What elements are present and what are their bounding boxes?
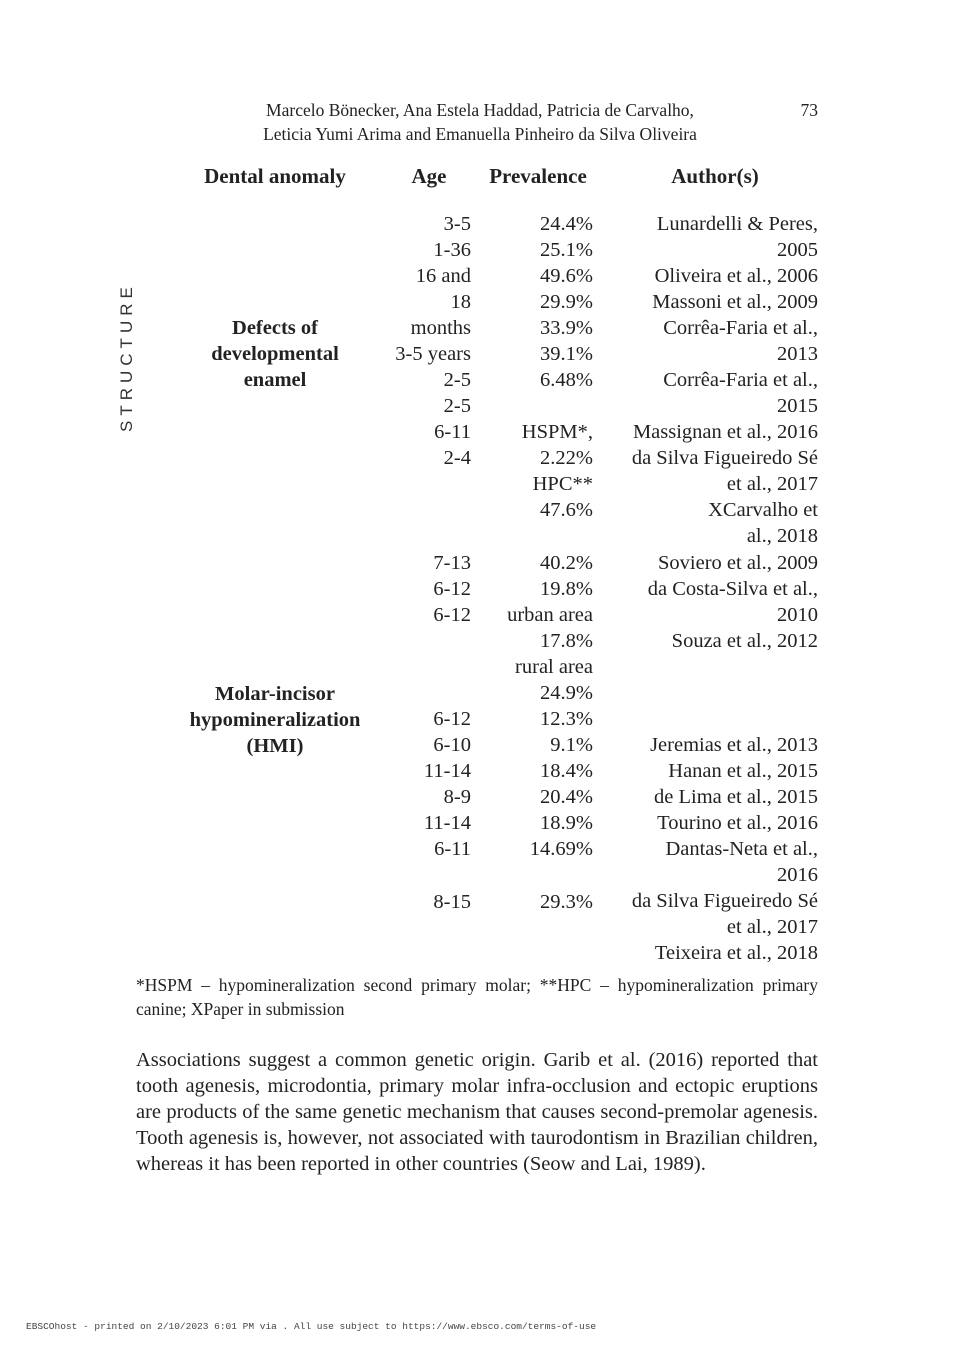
author-cell: da Silva Figueiredo Sé: [631, 447, 818, 469]
anomaly-dde-line: Defects of: [232, 317, 318, 339]
table-footnote: *HSPM – hypomineralization second primary molar; **HPC – hypomineralization primary canine; XPaper in submission: [136, 975, 818, 1019]
header-authors: Author(s): [671, 164, 759, 188]
age-cell: 1-36: [433, 239, 471, 261]
author-cell: al., 2018: [746, 525, 818, 547]
author-cell: Massignan et al., 2016: [632, 421, 818, 443]
dde-age-column: [385, 211, 471, 471]
side-section-label: STRUCTURE: [117, 282, 136, 433]
author-cell: da Costa-Silva et al.,: [647, 578, 818, 600]
prevalence-cell: 29.3%: [540, 891, 593, 913]
author-cell: de Lima et al., 2015: [654, 786, 818, 808]
age-cell: 8-15: [433, 891, 471, 913]
prevalence-cell: 20.4%: [540, 786, 593, 808]
age-cell: 6-12: [433, 708, 471, 730]
author-cell: et al., 2017: [726, 916, 818, 938]
mih-age-column-b: [385, 706, 471, 862]
author-cell: Lunardelli & Peres,: [656, 213, 818, 235]
prevalence-cell: 24.9%: [540, 682, 593, 704]
author-cell: Hanan et al., 2015: [668, 760, 818, 782]
mih-age-column-a: [385, 550, 471, 628]
age-cell: 18: [450, 291, 471, 313]
anomaly-dde-line: developmental: [211, 343, 339, 365]
prevalence-cell: 29.9%: [540, 291, 593, 313]
body-paragraph: Associations suggest a common genetic origin. Garib et al. (2016) reported that tooth agenesis, microdontia, primary molar infra-occlusion and ectopic eruptions are products of the same genetic mechanism that causes second-premolar agenesis. Tooth agenesis is, however, not associated with taurodontism in Brazilian children, whereas it has been reported in other countries (Seow and Lai, 1989).: [136, 1049, 818, 1175]
age-cell: 8-9: [443, 786, 471, 808]
prevalence-cell: 6.48%: [540, 369, 593, 391]
age-cell: 6-11: [434, 421, 471, 443]
author-cell: Corrêa-Faria et al.,: [663, 317, 818, 339]
prevalence-cell: HPC**: [532, 473, 593, 495]
header-dental-anomaly: Dental anomaly: [204, 164, 346, 188]
prevalence-cell: 14.69%: [529, 838, 593, 860]
age-cell: 6-10: [433, 734, 471, 756]
author-cell: 2013: [777, 343, 818, 365]
anomaly-mih-line: hypomineralization: [189, 709, 361, 731]
mih-authors-column-b: [598, 732, 818, 966]
header-age: Age: [411, 164, 447, 188]
author-cell: Jeremias et al., 2013: [650, 734, 818, 756]
mih-prevalence-column-c: [478, 889, 593, 915]
author-cell: Dantas-Neta et al.,: [665, 838, 818, 860]
author-cell: Tourino et al., 2016: [657, 812, 818, 834]
prevalence-cell: 18.9%: [540, 812, 593, 834]
prevalence-cell: 19.8%: [540, 578, 593, 600]
prevalence-cell: rural area: [515, 656, 593, 678]
age-cell: months: [410, 317, 471, 339]
age-cell: 6-12: [433, 604, 471, 626]
dde-prevalence-column: [478, 211, 593, 523]
age-cell: 3-5 years: [395, 343, 471, 365]
anomaly-mih-line: Molar-incisor: [215, 683, 335, 705]
author-cell: 2005: [777, 239, 818, 261]
prevalence-cell: 12.3%: [540, 708, 593, 730]
age-cell: 2-5: [443, 369, 471, 391]
prevalence-cell: 9.1%: [550, 734, 593, 756]
author-cell: 2016: [777, 864, 818, 886]
anomaly-mih-line: (HMI): [246, 735, 304, 757]
prevalence-cell: 2.22%: [540, 447, 593, 469]
age-cell: 3-5: [443, 213, 471, 235]
author-cell: Teixeira et al., 2018: [654, 942, 818, 964]
anomaly-dde-line: enamel: [243, 369, 307, 391]
author-cell: Corrêa-Faria et al.,: [663, 369, 818, 391]
prevalence-cell: 40.2%: [540, 552, 593, 574]
running-head: [215, 98, 745, 146]
age-cell: 11-14: [423, 760, 471, 782]
prevalence-cell: 39.1%: [540, 343, 593, 365]
anomaly-dde: [175, 315, 375, 393]
author-cell: da Silva Figueiredo Sé: [631, 890, 818, 912]
header-prevalence: Prevalence: [489, 164, 587, 188]
prevalence-cell: 24.4%: [540, 213, 593, 235]
author-cell: 2015: [777, 395, 818, 417]
author-cell: et al., 2017: [726, 473, 818, 495]
author-cell: Oliveira et al., 2006: [654, 265, 818, 287]
prevalence-cell: 25.1%: [540, 239, 593, 261]
mih-prevalence-column: [478, 550, 593, 862]
running-head-line-2: Leticia Yumi Arima and Emanuella Pinheiro da Silva Oliveira: [263, 124, 697, 144]
age-cell: 2-5: [443, 395, 471, 417]
author-cell: Souza et al., 2012: [671, 630, 818, 652]
author-cell: Massoni et al., 2009: [652, 291, 818, 313]
table-header-row: [0, 163, 955, 189]
age-cell: 11-14: [423, 812, 471, 834]
author-cell: Soviero et al., 2009: [658, 552, 818, 574]
running-head-line-1: Marcelo Bönecker, Ana Estela Haddad, Patricia de Carvalho,: [266, 100, 694, 120]
age-cell: 16 and: [415, 265, 471, 287]
prevalence-cell: HSPM*,: [521, 421, 593, 443]
prevalence-cell: 17.8%: [540, 630, 593, 652]
prevalence-cell: 18.4%: [540, 760, 593, 782]
page-number: 73: [800, 100, 818, 120]
mih-authors-column-a: [598, 550, 818, 654]
author-cell: 2010: [777, 604, 818, 626]
prevalence-cell: 49.6%: [540, 265, 593, 287]
age-cell: 6-11: [434, 838, 471, 860]
prevalence-cell: 33.9%: [540, 317, 593, 339]
print-footer: EBSCOhost - printed on 2/10/2023 6:01 PM via . All use subject to https://www.ebsco.com/terms-of-use: [26, 1321, 597, 1332]
author-cell: XCarvalho et: [708, 499, 818, 521]
prevalence-cell: [478, 393, 593, 419]
anomaly-mih: [175, 681, 375, 759]
mih-age-column-c: [385, 889, 471, 915]
prevalence-cell: urban area: [507, 604, 593, 626]
age-cell: 7-13: [433, 552, 471, 574]
age-cell: 6-12: [433, 578, 471, 600]
age-cell: 2-4: [443, 447, 471, 469]
dde-authors-column: [598, 211, 818, 549]
prevalence-cell: 47.6%: [540, 499, 593, 521]
